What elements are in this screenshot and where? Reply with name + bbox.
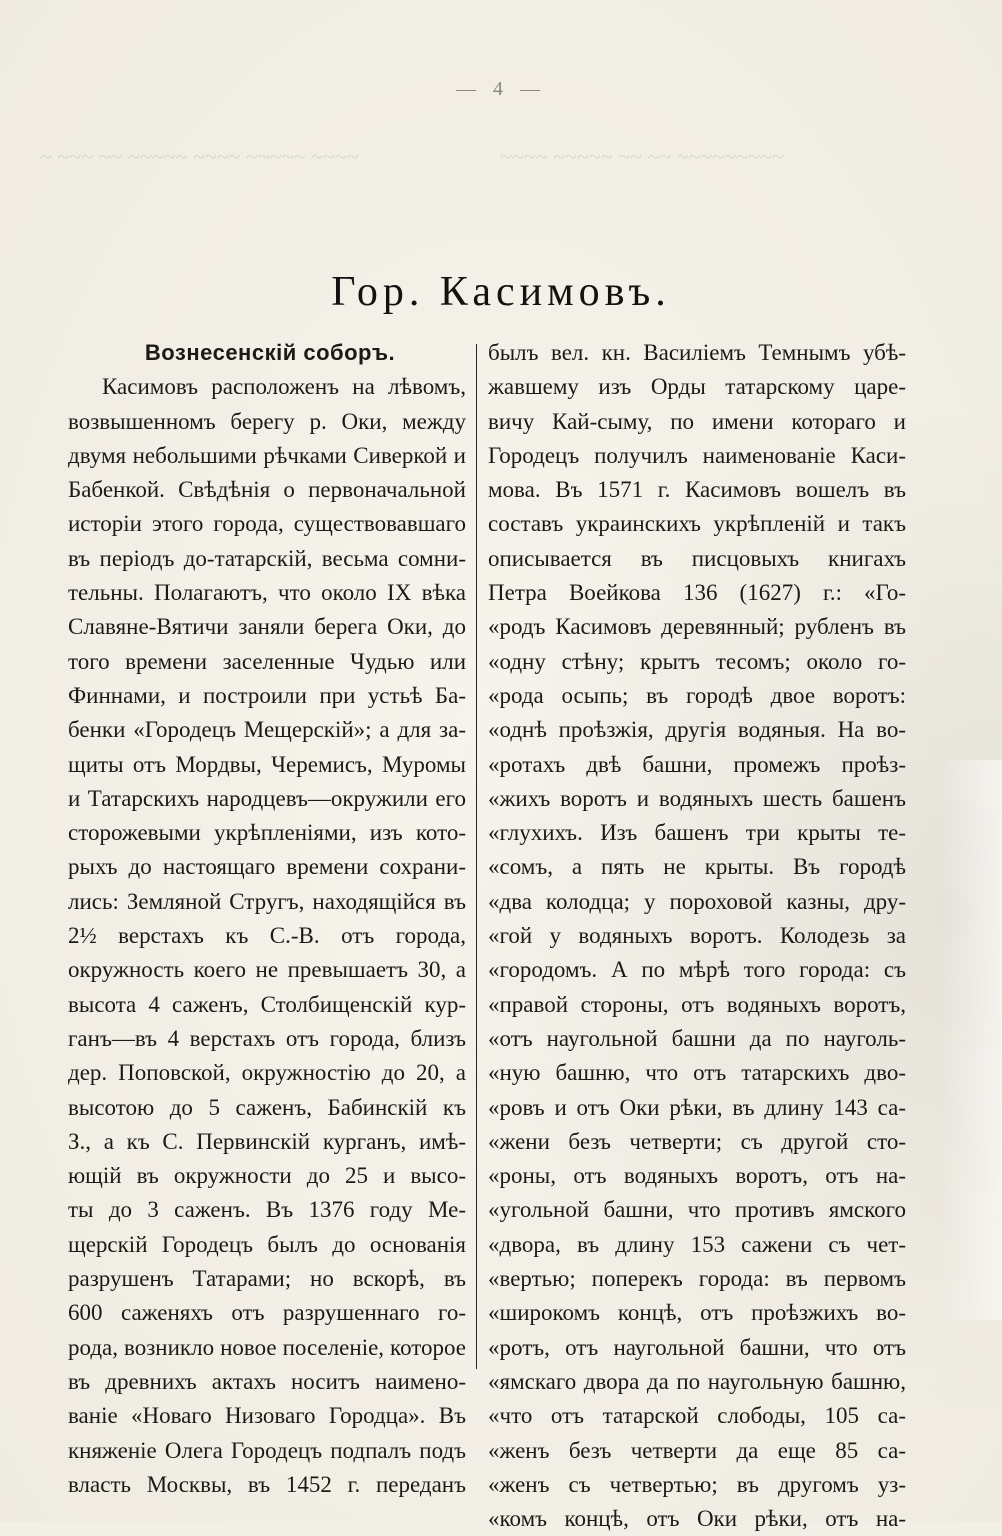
text-line: «вертью; поперекъ города: въ первомъ: [488, 1266, 906, 1292]
text-line: «глухихъ. Изъ башенъ три крыты те-: [488, 820, 906, 846]
text-line: «ровъ и отъ Оки рѣки, въ длину 143 са-: [488, 1094, 906, 1120]
text-line: дер. Поповской, окружностію до 20, а: [68, 1060, 466, 1086]
text-line: того времени заселенные Чудью или: [68, 648, 466, 674]
text-line: «жихъ воротъ и водяныхъ шесть башенъ: [488, 785, 906, 811]
text-line: З., а къ С. Первинскій курганъ, имѣ-: [68, 1128, 466, 1154]
text-line: «угольной башни, что противъ ямского: [488, 1197, 906, 1223]
text-line: княженіе Олега Городецъ подпалъ подъ: [68, 1437, 466, 1463]
text-line: Касимовъ расположенъ на лѣвомъ,: [102, 374, 466, 400]
text-line: «городомъ. А по мѣрѣ того города: съ: [488, 957, 906, 983]
text-line: власть Москвы, въ 1452 г. переданъ: [68, 1471, 466, 1497]
text-line: «родъ Касимовъ деревянный; рубленъ въ: [488, 614, 906, 640]
text-line: Славяне-Вятичи заняли берега Оки, до: [68, 614, 466, 640]
text-line: лись: Земляной Стругъ, находящійся въ: [68, 888, 466, 914]
text-line: «ротъ, отъ наугольной башни, что отъ: [488, 1334, 906, 1360]
text-line: Финнами, и построили при устьѣ Ба-: [68, 682, 466, 708]
text-line: бенки «Городецъ Мещерскій»; а для за-: [68, 717, 466, 743]
text-line: ваніе «Новаго Низоваго Городца». Въ: [68, 1403, 466, 1429]
text-line: Бабенкой. Свѣдѣнія о первоначальной: [68, 477, 466, 503]
text-line: «два колодца; у пороховой казны, дру-: [488, 888, 906, 914]
text-line: исторіи этого города, существовавшаго: [68, 511, 466, 537]
text-line: жавшему изъ Орды татарскому царе-: [488, 374, 906, 400]
text-line: вичу Кай-сыму, по имени котораго и: [488, 408, 906, 434]
text-line: ганъ—въ 4 верстахъ отъ города, близъ: [68, 1025, 466, 1051]
text-line: «правой стороны, отъ водяныхъ воротъ,: [488, 991, 906, 1017]
text-line: «что отъ татарской слободы, 105 са-: [488, 1403, 906, 1429]
text-line: «двора, въ длину 153 сажени съ чет-: [488, 1231, 906, 1257]
text-line: сторожевыми укрѣпленіями, изъ кото-: [68, 820, 466, 846]
text-line: составъ украинскихъ укрѣпленій и такъ: [488, 511, 906, 537]
paper-stain: [942, 760, 1002, 1320]
text-line: «одну стѣну; крытъ тесомъ; около го-: [488, 648, 906, 674]
right-column: [488, 336, 906, 1536]
text-line: «роны, отъ водяныхъ воротъ, отъ на-: [488, 1163, 906, 1189]
text-line: щиты отъ Мордвы, Черемисъ, Муромы: [68, 751, 466, 777]
text-line: «ротахъ двѣ башни, промежъ проѣз-: [488, 751, 906, 777]
text-line: 2½ верстахъ къ С.-В. отъ города,: [68, 923, 466, 949]
text-line: Городецъ получилъ наименованіе Каси-: [488, 442, 906, 468]
text-line: «ную башню, что отъ татарскихъ дво-: [488, 1060, 906, 1086]
page-title: Гор. Касимовъ.: [331, 269, 671, 316]
text-line: въ древнихъ актахъ носитъ наимено-: [68, 1368, 466, 1394]
text-line: «комъ концѣ, отъ Оки рѣки, отъ на-: [488, 1506, 906, 1532]
text-line: «рода осыпь; въ городѣ двое воротъ:: [488, 682, 906, 708]
text-line: «однѣ проѣзжія, другія водяныя. На во-: [488, 717, 906, 743]
text-line: въ періодъ до-татарскій, весьма сомни-: [68, 545, 466, 571]
text-line: «ямскаго двора да по наугольную башню,: [488, 1368, 906, 1394]
text-line: высота 4 саженъ, Столбищенскій кур-: [68, 991, 466, 1017]
text-line: и Татарскихъ народцевъ—окружили его: [68, 785, 466, 811]
text-line: ющій въ окружности до 25 и высо-: [68, 1163, 466, 1189]
text-line: рода, возникло новое поселеніе, которое: [68, 1334, 466, 1360]
left-column: [68, 336, 466, 1502]
text-line: возвышенномъ берегу р. Оки, между: [68, 408, 466, 434]
text-line: щерскій Городецъ былъ до основанія: [68, 1231, 466, 1257]
text-line: окружность коего не превышаетъ 30, а: [68, 957, 466, 983]
text-line: ты до 3 саженъ. Въ 1376 году Ме-: [68, 1197, 466, 1223]
column-divider: [476, 344, 477, 1369]
text-line: двумя небольшими рѣчками Сиверкой и: [68, 442, 466, 468]
text-line: «женъ съ четвертью; въ другомъ уз-: [488, 1471, 906, 1497]
text-line: «сомъ, а пять не крыты. Въ городѣ: [488, 854, 906, 880]
text-line: высотою до 5 саженъ, Бабинскій къ: [68, 1094, 466, 1120]
section-heading: Вознесенскій соборъ.: [144, 340, 396, 365]
text-line: Петра Воейкова 136 (1627) г.: «Го-: [488, 580, 906, 606]
bleed-through-left: ~ ~~~ ~~ ~~~~~ ~~~~ ~~~~~ ~~~~: [40, 144, 359, 169]
text-line: «жени безъ четверти; съ другой сто-: [488, 1128, 906, 1154]
text-line: «женъ безъ четверти да еще 85 са-: [488, 1437, 906, 1463]
text-line: «гой у водяныхъ воротъ. Колодезь за: [488, 923, 906, 949]
text-line: разрушенъ Татарами; но вскорѣ, въ: [68, 1266, 466, 1292]
text-line: «отъ наугольной башни да по науголь-: [488, 1025, 906, 1051]
bleed-through-right: ~~~~ ~~~~~ ~~ ~~ ~~~~~~~~~: [500, 144, 784, 169]
text-line: описывается въ писцовыхъ книгахъ: [488, 545, 906, 571]
text-line: 600 саженяхъ отъ разрушеннаго го-: [68, 1300, 466, 1326]
text-line: былъ вел. кн. Василіемъ Темнымъ убѣ-: [488, 340, 906, 365]
text-line: мова. Въ 1571 г. Касимовъ вошелъ въ: [488, 477, 906, 503]
text-line: «широкомъ концѣ, отъ проѣзжихъ во-: [488, 1300, 906, 1326]
text-line: тельны. Полагаютъ, что около IX вѣка: [68, 580, 466, 606]
text-line: рыхъ до настоящаго времени сохрани-: [68, 854, 466, 880]
page-number: — 4 —: [456, 78, 546, 100]
